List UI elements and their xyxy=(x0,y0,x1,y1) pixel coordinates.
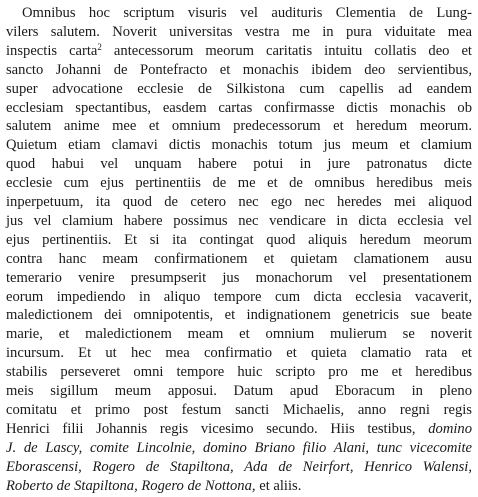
text-line: meis sigillum meum apposui. Datum apud Eboracum in pleno xyxy=(6,383,472,399)
text-line: stabilis perseveret omni tempore huic scripto pro me et heredibus xyxy=(6,364,472,381)
text-line: quod habui vel unquam habere potui in jure patronatus dicte xyxy=(6,156,472,173)
text-line: marie, et maledictionem meam et omnium mulierum se noverit xyxy=(6,326,472,343)
text-line: contra hanc meam confirmationem et quietam clamationem ausu xyxy=(6,250,472,267)
text-line: temerario venire presumpserit jus monachorum vel presentationem xyxy=(6,269,472,286)
text-line: maledictionem dei omnipotentis, et indignationem genetricis sue beate xyxy=(6,307,472,324)
text-line: ecclesie cum ejus pertinentiis de me et de omnibus heredibus meis xyxy=(6,175,472,192)
text-line: ecclesiam spectantibus, easdem cartas confirmasse dictis monachis ob xyxy=(6,99,472,116)
text-line: Eborascensi, Rogero de Stapiltona, Ada de Neirfort, Henrico Walensi, xyxy=(6,458,472,475)
text-line: comitatu et primo post festum sancti Michaelis, anno regni regis xyxy=(6,401,472,418)
text-line: inperpetuum, ita quod de cetero nec ego nec heredes mei aliquod xyxy=(6,194,472,210)
text-line: incursum. Et ut hec mea confirmatio et quieta clamatio rata et xyxy=(6,345,472,362)
text-line: ejus pertinentiis. Et si ita contingat quod aliquis heredum meorum xyxy=(6,231,472,248)
text-line: Henrici filii Johannis regis vicesimo secundo. Hiis testibus, domino xyxy=(6,420,472,437)
text-line: sancto Johanni de Pontefracto et monachis ibidem deo servientibus, xyxy=(6,61,472,78)
text-line: Quietum etiam clamavi dictis monachis totum jus meum et clamium xyxy=(6,137,472,154)
text-line: vilers salutem. Noverit universitas vestra me in pura viduitate mea xyxy=(6,23,472,40)
text-line: inspectis carta$^2$ antecessorum meorum caritatis intuitu collatis deo et xyxy=(6,41,472,59)
text-line: super advocatione ecclesie de Silkistona cum capellis ad eandem xyxy=(6,80,472,97)
text-line: jus vel clamium habere possimus nec vendicare in dicta ecclesia vel xyxy=(6,212,472,229)
footnote-marker: 2 xyxy=(97,41,102,52)
charter-text xyxy=(6,3,472,493)
text-line: Omnibus hoc scriptum visuris vel audituris Clementia de Lung- xyxy=(22,5,472,21)
text-line: eorum impediendo in aliquo tempore cum dicta ecclesia vacaverit, xyxy=(6,288,472,305)
text-line: Roberto de Stapiltona, Rogero de Nottona, et aliis. xyxy=(6,477,302,494)
text-line: salutem anime mee et omnium predecessorum et heredum meorum. xyxy=(6,118,472,135)
text-line: J. de Lascy, comite Lincolnie, domino Briano filio Alani, tunc vicecomite xyxy=(6,439,472,456)
